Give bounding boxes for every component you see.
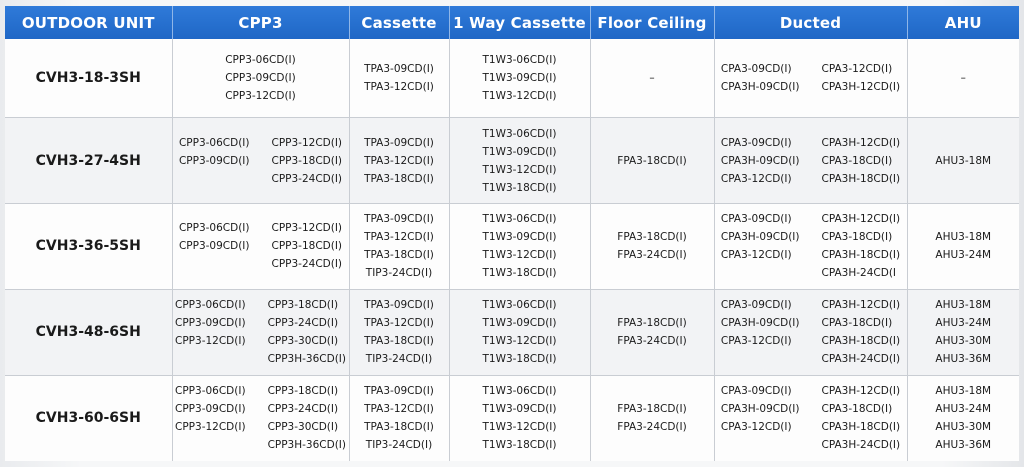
model-column	[912, 69, 1016, 87]
model-code: CPA3-12CD(I)	[720, 421, 792, 434]
model-code: FPA3-18CD(I)	[617, 231, 687, 244]
model-column	[179, 134, 250, 188]
outdoor-unit-cell: CVH3-18-3SH	[5, 39, 172, 118]
model-column	[454, 125, 586, 197]
one-way-cassette-cell	[449, 375, 590, 461]
model-code: CPA3H-24CD(I	[821, 267, 897, 280]
model-group	[177, 219, 345, 273]
model-code: TIP3-24CD(I)	[365, 353, 433, 366]
cassette-cell	[349, 289, 449, 375]
model-code: CPP3H-36CD(I)	[267, 353, 346, 366]
model-code: CPP3-18CD(I)	[271, 240, 343, 253]
model-code: AHU3-30M	[935, 335, 992, 348]
model-code: CPA3-12CD(I)	[720, 335, 792, 348]
model-column	[912, 152, 1016, 170]
model-code: CPP3-12CD(I)	[225, 90, 296, 103]
cassette-cell	[349, 375, 449, 461]
model-code: CPA3H-18CD(I)	[821, 249, 901, 262]
cassette-cell	[349, 118, 449, 204]
model-group	[177, 382, 345, 454]
model-code: CPP3-30CD(I)	[267, 421, 339, 434]
model-group	[719, 296, 903, 368]
model-code: TPA3-09CD(I)	[364, 385, 434, 398]
model-code: TPA3-18CD(I)	[364, 249, 434, 262]
model-code: T1W3-12CD(I)	[482, 90, 557, 103]
cassette-cell	[349, 39, 449, 118]
model-column	[454, 210, 586, 282]
table-row	[5, 203, 1019, 289]
model-code: AHU3-30M	[935, 421, 992, 434]
model-code: CPP3-09CD(I)	[175, 403, 246, 416]
model-code: AHU3-18M	[935, 231, 992, 244]
ahu-cell	[907, 203, 1019, 289]
outdoor-unit-cell: CVH3-27-4SH	[5, 118, 172, 204]
model-column	[595, 400, 710, 436]
model-group	[719, 134, 903, 188]
model-code: CPP3-06CD(I)	[175, 299, 246, 312]
ahu-cell	[907, 375, 1019, 461]
model-code: FPA3-24CD(I)	[617, 249, 687, 262]
model-column	[175, 296, 246, 368]
model-code: T1W3-06CD(I)	[482, 54, 557, 67]
model-code: CPP3-24CD(I)	[267, 317, 339, 330]
model-code: CPA3-12CD(I)	[720, 249, 792, 262]
model-code: FPA3-18CD(I)	[617, 154, 687, 167]
outdoor-unit-cell: CVH3-48-6SH	[5, 289, 172, 375]
model-code: CPA3H-09CD(I)	[720, 81, 800, 94]
model-code: CPA3H-12CD(I)	[821, 81, 901, 94]
model-column	[354, 60, 445, 96]
ducted-cell	[714, 289, 907, 375]
header-row	[5, 6, 1019, 39]
model-code: FPA3-18CD(I)	[617, 317, 687, 330]
compatibility-table-container	[5, 6, 1019, 461]
model-code: CPA3H-12CD(I)	[821, 213, 901, 226]
model-column	[822, 60, 901, 96]
model-code: CPP3-06CD(I)	[178, 136, 250, 149]
model-column	[721, 296, 800, 368]
model-group	[177, 51, 345, 105]
model-column	[272, 219, 343, 273]
model-code: T1W3-09CD(I)	[482, 231, 557, 244]
model-code: CPA3-18CD(I)	[821, 317, 893, 330]
cpp3-cell	[172, 203, 349, 289]
model-code: CPP3-06CD(I)	[178, 222, 250, 235]
model-column	[454, 296, 586, 368]
model-column	[268, 382, 346, 454]
cpp3-cell	[172, 289, 349, 375]
model-column	[175, 382, 246, 454]
ahu-cell	[907, 118, 1019, 204]
model-code: –	[649, 72, 655, 85]
model-code: TPA3-18CD(I)	[364, 172, 434, 185]
model-column	[225, 51, 296, 105]
model-code: CPA3H-12CD(I)	[821, 299, 901, 312]
model-code: CPP3-18CD(I)	[271, 154, 343, 167]
model-code: T1W3-06CD(I)	[482, 385, 557, 398]
model-code: TPA3-18CD(I)	[364, 335, 434, 348]
model-code: T1W3-06CD(I)	[482, 299, 557, 312]
model-code: CPA3-09CD(I)	[720, 213, 792, 226]
model-code: T1W3-18CD(I)	[482, 353, 557, 366]
one-way-cassette-cell	[449, 118, 590, 204]
model-column	[721, 134, 800, 188]
model-group	[177, 134, 345, 188]
ducted-cell	[714, 203, 907, 289]
model-code: CPA3H-24CD(I)	[821, 353, 901, 366]
model-column	[179, 219, 250, 273]
model-code: CPA3H-24CD(I)	[821, 439, 901, 452]
cpp3-cell	[172, 39, 349, 118]
model-code: T1W3-06CD(I)	[482, 213, 557, 226]
model-code: T1W3-18CD(I)	[482, 267, 557, 280]
header-outdoor-unit: OUTDOOR UNIT	[5, 6, 172, 39]
model-code: T1W3-09CD(I)	[482, 317, 557, 330]
model-code: T1W3-18CD(I)	[482, 181, 557, 194]
model-code: CPP3-09CD(I)	[225, 72, 296, 85]
model-code: CPA3H-09CD(I)	[720, 231, 800, 244]
model-column	[595, 314, 710, 350]
model-column	[721, 382, 800, 454]
model-code: CPA3H-18CD(I)	[821, 172, 901, 185]
model-column	[595, 69, 710, 87]
model-column	[721, 210, 800, 282]
model-column	[354, 134, 445, 188]
header-1-way-cassette: 1 Way Cassette	[449, 6, 590, 39]
model-code: TPA3-09CD(I)	[364, 63, 434, 76]
model-column	[822, 134, 901, 188]
model-code: AHU3-18M	[935, 154, 992, 167]
model-column	[595, 228, 710, 264]
floor-ceiling-cell	[590, 289, 714, 375]
model-column	[272, 134, 343, 188]
model-code: CPA3H-18CD(I)	[821, 335, 901, 348]
model-code: TPA3-12CD(I)	[364, 81, 434, 94]
model-column	[822, 296, 901, 368]
model-code: CPP3-24CD(I)	[271, 172, 343, 185]
model-code: T1W3-09CD(I)	[482, 145, 557, 158]
header-cpp3: CPP3	[172, 6, 349, 39]
model-column	[822, 210, 901, 282]
model-code: FPA3-24CD(I)	[617, 335, 687, 348]
model-code: CPA3-12CD(I)	[821, 63, 893, 76]
model-column	[454, 382, 586, 454]
model-column	[912, 382, 1016, 454]
model-code: AHU3-24M	[935, 317, 992, 330]
model-code: TPA3-09CD(I)	[364, 136, 434, 149]
model-column	[912, 228, 1016, 264]
model-code: TPA3-12CD(I)	[364, 403, 434, 416]
model-code: FPA3-24CD(I)	[617, 421, 687, 434]
model-column	[912, 296, 1016, 368]
model-column	[822, 382, 901, 454]
model-code: CPP3-12CD(I)	[271, 222, 343, 235]
model-group	[719, 60, 903, 96]
model-code: CPA3-18CD(I)	[821, 231, 893, 244]
model-code: CPP3-06CD(I)	[175, 385, 246, 398]
model-code: T1W3-09CD(I)	[482, 72, 557, 85]
model-code: T1W3-06CD(I)	[482, 127, 557, 140]
model-column	[354, 210, 445, 282]
model-code: CPP3-12CD(I)	[175, 421, 246, 434]
ducted-cell	[714, 39, 907, 118]
outdoor-unit-cell: CVH3-36-5SH	[5, 203, 172, 289]
model-code: TPA3-09CD(I)	[364, 299, 434, 312]
model-code: TPA3-12CD(I)	[364, 231, 434, 244]
model-code: CPP3-12CD(I)	[175, 335, 246, 348]
floor-ceiling-cell	[590, 203, 714, 289]
model-column	[354, 296, 445, 368]
model-code: TPA3-09CD(I)	[364, 213, 434, 226]
model-code: CPA3H-12CD(I)	[821, 136, 901, 149]
model-code: AHU3-36M	[935, 353, 992, 366]
model-code: T1W3-12CD(I)	[482, 163, 557, 176]
header-cassette: Cassette	[349, 6, 449, 39]
table-row	[5, 289, 1019, 375]
model-code: AHU3-18M	[935, 299, 992, 312]
model-code: CPA3-18CD(I)	[821, 403, 893, 416]
model-code: CPP3-24CD(I)	[271, 258, 343, 271]
table-row	[5, 118, 1019, 204]
model-code: CPP3-09CD(I)	[175, 317, 246, 330]
cassette-cell	[349, 203, 449, 289]
outdoor-unit-cell: CVH3-60-6SH	[5, 375, 172, 461]
model-group	[177, 296, 345, 368]
header-floor-ceiling: Floor Ceiling	[590, 6, 714, 39]
model-code: CPP3-30CD(I)	[267, 335, 339, 348]
model-code: CPA3-09CD(I)	[720, 299, 792, 312]
model-column	[454, 51, 586, 105]
model-code: CPA3-12CD(I)	[720, 172, 792, 185]
floor-ceiling-cell	[590, 39, 714, 118]
model-code: T1W3-12CD(I)	[482, 421, 557, 434]
model-code: FPA3-18CD(I)	[617, 403, 687, 416]
model-code: T1W3-09CD(I)	[482, 403, 557, 416]
model-code: CPP3-24CD(I)	[267, 403, 339, 416]
model-code: T1W3-12CD(I)	[482, 335, 557, 348]
model-code: CPP3-09CD(I)	[178, 154, 250, 167]
model-code: CPP3H-36CD(I)	[267, 439, 346, 452]
model-code: CPA3H-12CD(I)	[821, 385, 901, 398]
model-code: AHU3-36M	[935, 439, 992, 452]
model-code: CPP3-18CD(I)	[267, 385, 339, 398]
model-code: CPA3-09CD(I)	[720, 385, 792, 398]
floor-ceiling-cell	[590, 118, 714, 204]
model-code: CPA3H-09CD(I)	[720, 403, 800, 416]
ahu-cell	[907, 289, 1019, 375]
model-code: CPA3H-09CD(I)	[720, 317, 800, 330]
model-column	[595, 152, 710, 170]
model-code: AHU3-24M	[935, 403, 992, 416]
ducted-cell	[714, 375, 907, 461]
model-code: CPA3-18CD(I)	[821, 154, 893, 167]
one-way-cassette-cell	[449, 203, 590, 289]
ahu-cell	[907, 39, 1019, 118]
model-column	[268, 296, 346, 368]
cpp3-cell	[172, 118, 349, 204]
model-code: CPA3H-09CD(I)	[720, 154, 800, 167]
floor-ceiling-cell	[590, 375, 714, 461]
cpp3-cell	[172, 375, 349, 461]
model-code: CPP3-12CD(I)	[271, 136, 343, 149]
model-group	[719, 382, 903, 454]
model-code: T1W3-12CD(I)	[482, 249, 557, 262]
ducted-cell	[714, 118, 907, 204]
model-group	[719, 210, 903, 282]
model-code: T1W3-18CD(I)	[482, 439, 557, 452]
model-code: CPA3-09CD(I)	[720, 136, 792, 149]
model-code: CPP3-18CD(I)	[267, 299, 339, 312]
model-code: TIP3-24CD(I)	[365, 439, 433, 452]
model-column	[721, 60, 800, 96]
model-code: TPA3-12CD(I)	[364, 154, 434, 167]
model-code: CPA3H-18CD(I)	[821, 421, 901, 434]
model-code: CPP3-06CD(I)	[225, 54, 296, 67]
one-way-cassette-cell	[449, 39, 590, 118]
model-code: AHU3-24M	[935, 249, 992, 262]
table-body	[5, 39, 1019, 461]
model-code: –	[960, 72, 966, 85]
model-code: CPP3-09CD(I)	[178, 240, 250, 253]
header-ahu: AHU	[907, 6, 1019, 39]
one-way-cassette-cell	[449, 289, 590, 375]
table-row	[5, 375, 1019, 461]
header-ducted: Ducted	[714, 6, 907, 39]
compatibility-table	[5, 6, 1019, 461]
model-code: AHU3-18M	[935, 385, 992, 398]
model-code: TPA3-18CD(I)	[364, 421, 434, 434]
table-row	[5, 39, 1019, 118]
model-code: TPA3-12CD(I)	[364, 317, 434, 330]
model-code: TIP3-24CD(I)	[365, 267, 433, 280]
model-column	[354, 382, 445, 454]
model-code: CPA3-09CD(I)	[720, 63, 792, 76]
